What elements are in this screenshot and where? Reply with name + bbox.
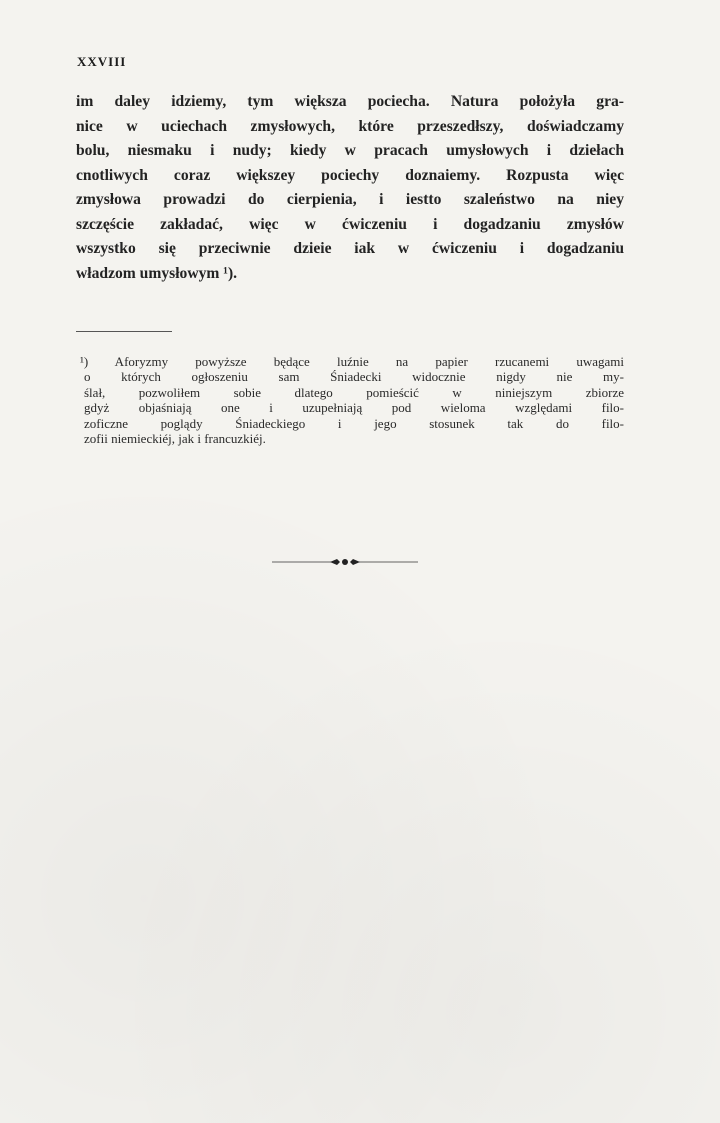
main-text-line: nice w uciechach zmysłowych, które przeszedłszy, doświadczamy <box>76 117 624 135</box>
footnote <box>80 354 624 446</box>
page-number: XXVIII <box>77 54 127 69</box>
main-text-line: bolu, niesmaku i nudy; kiedy w pracach umysłowych i dziełach <box>76 142 624 159</box>
main-text-line: władzom umysłowym ¹). <box>76 264 238 282</box>
footnote-line: gdyż objaśniają one i uzupełniają pod wieloma względami filo- <box>84 400 624 416</box>
footnote-line: zoficzne poglądy Śniadeckiego i jego stosunek tak do filo- <box>84 415 624 431</box>
footnote-line: zofii niemieckiéj, jak i francuzkiéj. <box>84 431 266 447</box>
main-text-line: szczęście zakładać, więc w ćwiczeniu i dogadzaniu zmysłów <box>76 215 624 233</box>
main-text-line: wszystko się przeciwnie dzieie iak w ćwiczeniu i dogadzaniu <box>76 240 624 257</box>
main-text-line: zmysłowa prowadzi do cierpienia, i iestto szaleństwo na niey <box>76 191 624 208</box>
footnote-line: ślał, pozwoliłem sobie dlatego pomieścić w niniejszym zbiorze <box>84 384 624 400</box>
main-text-line: cnotliwych coraz większey pociechy doznaiemy. Rozpusta więc <box>76 166 624 184</box>
ornament-divider-icon <box>270 556 420 568</box>
main-text-line: im daley idziemy, tym większa pociecha. Natura położyła gra- <box>76 93 624 110</box>
footnote-line: o których ogłoszeniu sam Śniadecki widocznie nigdy nie my- <box>84 369 624 385</box>
main-text <box>76 90 624 286</box>
footnote-separator <box>76 331 172 332</box>
footnote-line: ¹) Aforyzmy powyższe będące luźnie na papier rzucanemi uwagami <box>80 354 624 369</box>
